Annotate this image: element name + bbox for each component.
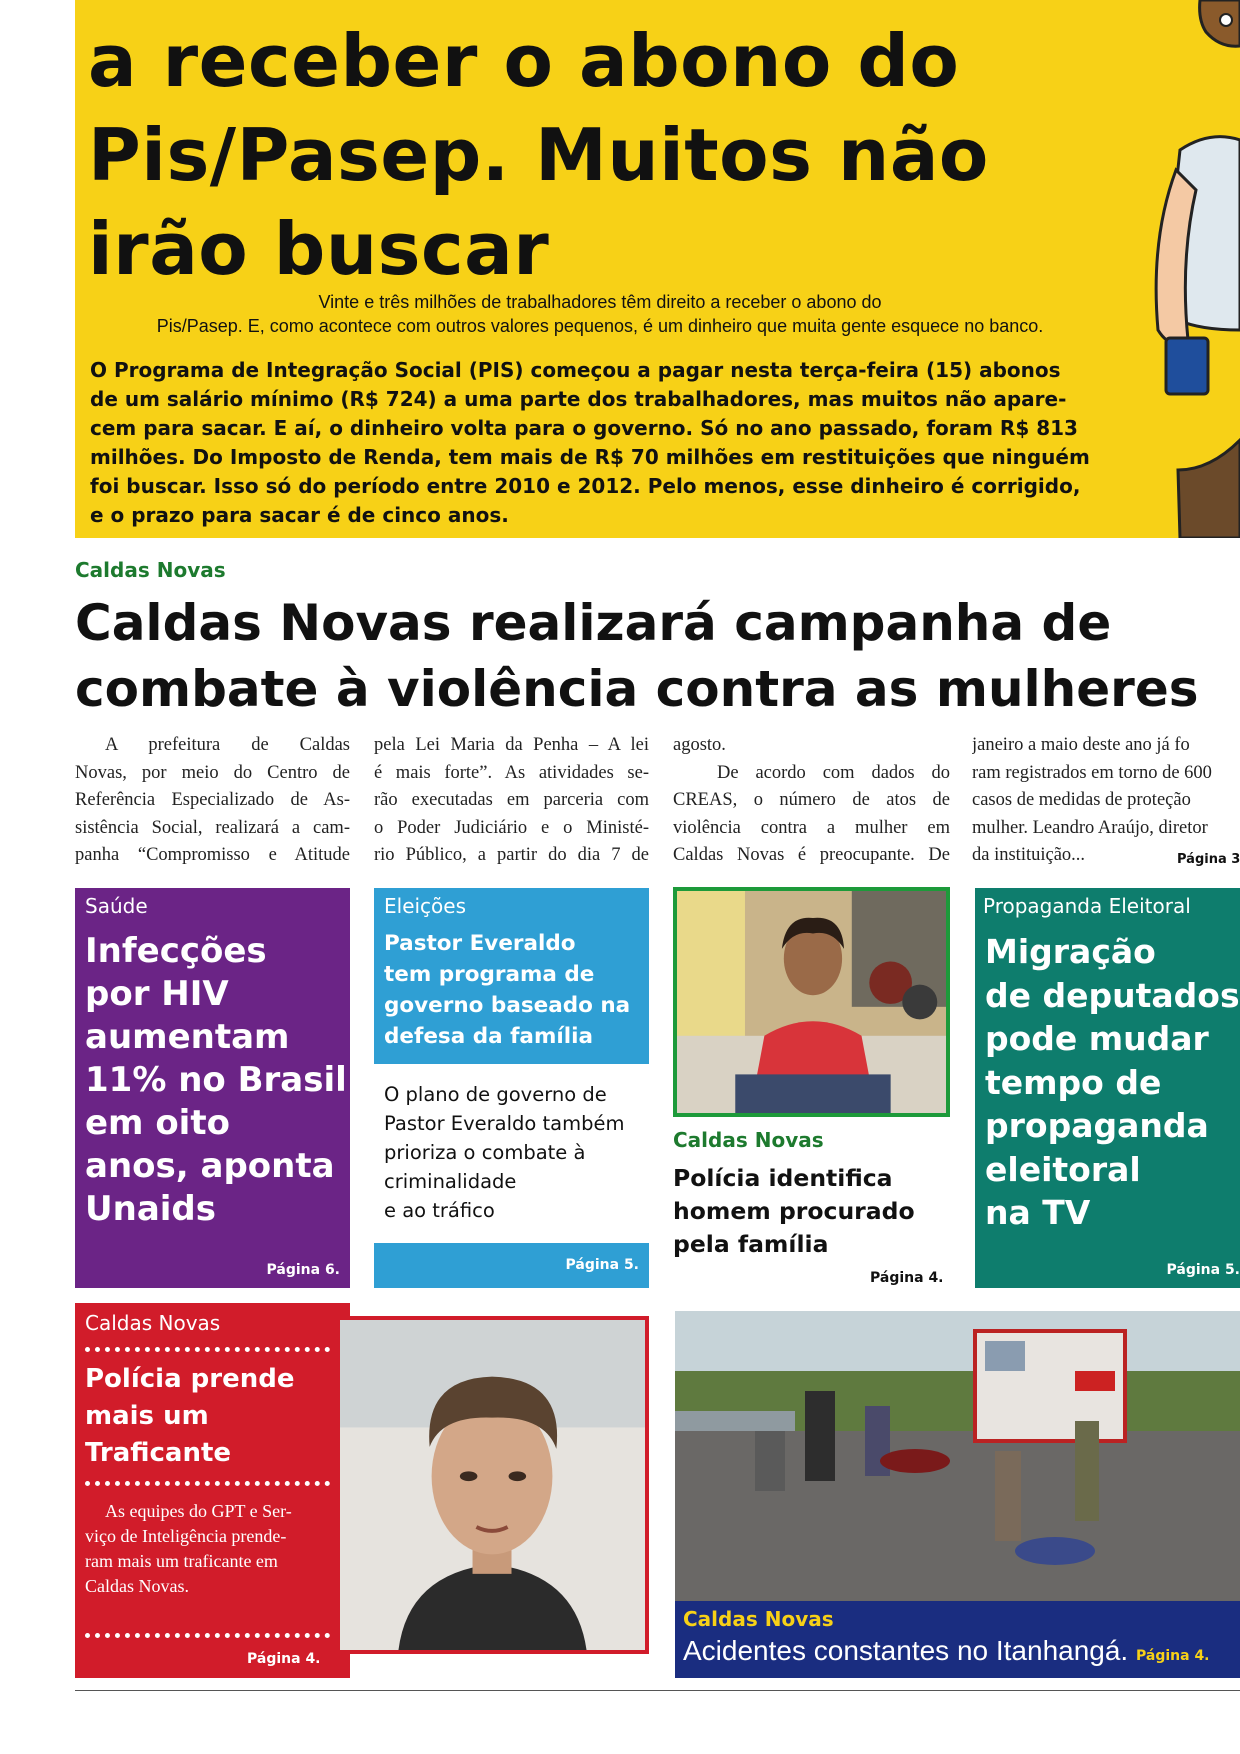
body-line: ram mais um traficante em	[85, 1551, 278, 1571]
title-line: eleitoral	[985, 1149, 1141, 1189]
body-line: prioriza o combate à	[384, 1141, 586, 1164]
col-line: janeiro a maio deste ano já fo	[972, 735, 1190, 755]
banner-headline	[88, 14, 1048, 296]
page-reference[interactable]: Página 4.	[1136, 1648, 1210, 1664]
col-line: ram registrados em torno de 600	[972, 762, 1212, 783]
section-label: Caldas Novas	[85, 1311, 221, 1335]
title-line: Polícia prende	[85, 1364, 295, 1394]
main-story-title[interactable]	[75, 590, 1240, 722]
title-text: Acidentes constantes no Itanhangá.	[683, 1635, 1129, 1666]
body-line: As equipes do GPT e Ser-	[105, 1501, 292, 1521]
section-label: Caldas Novas	[75, 558, 226, 582]
title-line: Polícia identifica	[673, 1164, 893, 1192]
title-line: governo baseado na	[384, 993, 631, 1018]
story-summary	[85, 1499, 330, 1599]
body-line: O plano de governo de	[384, 1083, 607, 1106]
title-line: Traficante	[85, 1438, 232, 1468]
intro-line: foi buscar. Isso só do período entre 2010 e 2012. Pelo menos, esse dinheiro é corrigido,	[90, 474, 1081, 498]
col-line: agosto.	[673, 735, 726, 755]
title-line: Unaids	[85, 1189, 216, 1229]
title-line: na TV	[985, 1193, 1091, 1232]
trafficker-story-box[interactable]	[75, 1303, 350, 1678]
page-reference[interactable]: Página 4.	[870, 1270, 944, 1286]
col-line: pela Lei Maria da Penha – A lei	[374, 735, 649, 755]
photo-accident-scene	[675, 1311, 1240, 1601]
col-line: o Poder Judiciário e o Ministé-	[374, 817, 649, 838]
title-line: propaganda	[985, 1106, 1209, 1145]
propaganda-story-box[interactable]	[975, 888, 1240, 1288]
page-reference[interactable]: Página 6.	[266, 1262, 340, 1278]
footer-rule	[75, 1690, 1240, 1691]
intro-line: cem para sacar. E aí, o dinheiro volta para o governo. Só no ano passado, foram R$ 813	[90, 416, 1078, 440]
subhead-line: Pis/Pasep. E, como acontece com outros valores pequenos, é um dinheiro que muita gente esquece no banco.	[156, 316, 1044, 336]
col-line: panha “Compromisso e Atitude	[75, 845, 350, 865]
dotted-divider	[85, 1481, 330, 1486]
page-reference[interactable]: Página 3	[1177, 852, 1240, 867]
title-line: Caldas Novas realizará campanha de	[75, 594, 1112, 652]
title-line: de deputados	[985, 975, 1240, 1015]
col-line: CREAS, o número de atos de	[673, 790, 950, 810]
col-line: De acordo com dados do	[717, 762, 950, 783]
page-reference[interactable]: Página 5.	[1166, 1262, 1240, 1278]
intro-line: e o prazo para sacar é de cinco anos.	[90, 503, 509, 527]
col-line: sistência Social, realizará a cam-	[75, 817, 350, 838]
page-reference[interactable]: Página 4.	[247, 1651, 321, 1667]
elections-summary	[384, 1080, 649, 1225]
story-title	[985, 930, 1240, 1235]
section-label: Saúde	[85, 894, 148, 918]
title-line: tempo de	[985, 1062, 1162, 1102]
title-line: combate à violência contra as mulheres	[75, 660, 1199, 718]
title-line: Infecções	[85, 931, 267, 971]
story-column-3	[673, 732, 950, 870]
title-line: aumentam	[85, 1017, 290, 1057]
accident-story-box[interactable]	[675, 1601, 1240, 1678]
body-line: e ao tráfico	[384, 1199, 495, 1222]
section-label: Caldas Novas	[673, 1128, 824, 1152]
story-title	[384, 928, 630, 1052]
col-line: violência contra a mulher em	[673, 817, 950, 838]
intro-line: de um salário mínimo (R$ 724) a uma parte dos trabalhadores, mas muitos não apare-	[90, 387, 1067, 411]
body-line: Caldas Novas.	[85, 1576, 189, 1596]
title-line: defesa da família	[384, 1024, 593, 1049]
cartoon-worker-illustration	[1140, 0, 1240, 538]
photo-identified-man	[673, 887, 950, 1117]
col-line: mulher. Leandro Araújo, diretor	[972, 817, 1208, 838]
title-line: pela família	[673, 1230, 829, 1258]
story-column-1	[75, 732, 350, 870]
title-line: mais um	[85, 1401, 209, 1431]
title-line: tem programa de	[384, 962, 595, 987]
story-column-4	[972, 732, 1240, 870]
headline-line: Pis/Pasep. Muitos não	[88, 113, 989, 197]
section-label: Caldas Novas	[683, 1607, 834, 1631]
title-line: pode mudar	[985, 1019, 1209, 1058]
story-title-policia-identifica[interactable]	[673, 1162, 950, 1261]
intro-line: milhões. Do Imposto de Renda, tem mais de R$ 70 milhões em restituições que ninguém	[90, 445, 1090, 469]
headline-line: a receber o abono do	[88, 19, 960, 103]
col-line: rio Público, a partir do dia 7 de	[374, 845, 649, 865]
health-story-box[interactable]	[75, 888, 350, 1288]
dotted-divider	[85, 1347, 330, 1352]
col-line: A prefeitura de Caldas	[105, 735, 350, 755]
col-line: casos de medidas de proteção	[972, 790, 1191, 810]
page-reference[interactable]: Página 5.	[565, 1257, 639, 1273]
col-line: é mais forte”. As atividades se-	[374, 762, 649, 783]
body-line: criminalidade	[384, 1170, 517, 1193]
story-title	[85, 930, 347, 1231]
body-line: viço de Inteligência prende-	[85, 1526, 287, 1546]
title-line: Pastor Everaldo	[384, 931, 576, 956]
col-line: rão executadas em parceria com	[374, 790, 649, 810]
col-line: Caldas Novas é preocupante. De	[673, 845, 950, 865]
elections-story-box[interactable]	[374, 888, 649, 1064]
title-line: Migração	[985, 932, 1156, 971]
title-line: em oito	[85, 1103, 230, 1143]
photo-arrested-suspect	[336, 1316, 649, 1654]
title-line: homem procurado	[673, 1197, 915, 1225]
banner-intro	[90, 356, 1135, 530]
section-label: Eleições	[384, 894, 467, 918]
banner-subhead	[100, 290, 1100, 338]
title-line: 11% no Brasil	[85, 1060, 347, 1100]
title-line: por HIV	[85, 974, 229, 1014]
story-column-2	[374, 732, 649, 870]
title-line: anos, aponta	[85, 1146, 335, 1186]
section-label: Propaganda Eleitoral	[983, 894, 1191, 918]
story-title	[683, 1635, 1210, 1667]
intro-line: O Programa de Integração Social (PIS) começou a pagar nesta terça-feira (15) abonos	[90, 358, 1061, 382]
elections-footer-bar	[374, 1243, 649, 1288]
col-line: Novas, por meio do Centro de	[75, 762, 350, 783]
body-line: Pastor Everaldo também	[384, 1112, 625, 1135]
headline-line: irão buscar	[88, 207, 550, 291]
subhead-line: Vinte e três milhões de trabalhadores têm direito a receber o abono do	[318, 292, 882, 312]
col-line: Referência Especializado de As-	[75, 790, 350, 810]
story-title	[85, 1361, 295, 1472]
dotted-divider	[85, 1633, 330, 1638]
col-line: da instituição...	[972, 845, 1086, 865]
